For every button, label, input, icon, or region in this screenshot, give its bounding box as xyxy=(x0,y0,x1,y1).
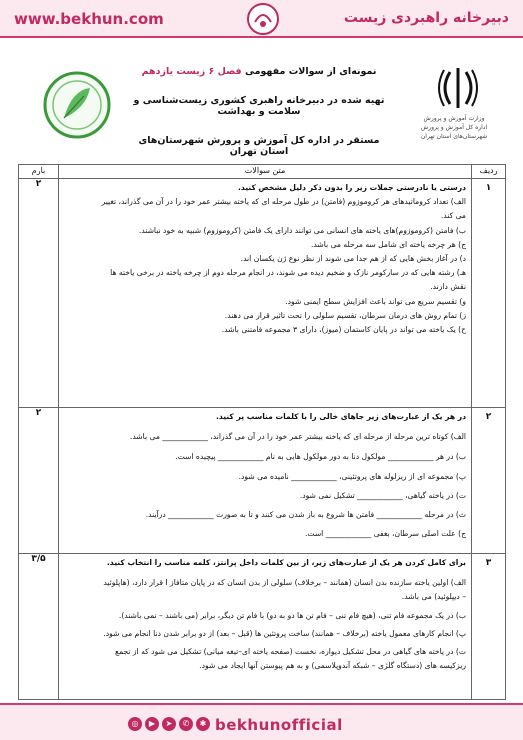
iran-emblem-icon xyxy=(432,64,484,112)
site-url[interactable]: www.bekhun.com xyxy=(14,10,164,28)
question-instruction: درستی یا نادرستی جملات زیر را بدون ذکر دلیل مشخص کنید. xyxy=(237,183,466,192)
question-item: ح) یک یاخته می تواند در پایان کاستمان (میوز)، دارای ۳ مجموعه فامتنی باشد. xyxy=(221,325,466,335)
header-line-3: مستقر در اداره کل آموزش و پرورش شهرستان‌های استان تهران xyxy=(138,135,380,157)
ministry-caption: وزارت آموزش و پرورش اداره کل آموزش و پرورش شهرستان‌های استان تهران xyxy=(420,115,488,140)
question-item: ب) در هر ____________ مولکول دنا به دور مولکول هایی به نام ____________ پیچیده است. xyxy=(175,452,466,462)
row-score: ۳/۵ xyxy=(19,554,59,700)
row-score: ۲ xyxy=(19,408,59,554)
social-handle[interactable]: bekhunofficial xyxy=(215,716,343,734)
question-item: ب) در یک مجموعه فام تنی، (هیچ فام تنی – فام تن ها دو به دو) با فام تن دیگر، برابر (می باشند – نمی باشند). xyxy=(118,610,466,620)
question-item: نقش دارند. xyxy=(430,282,466,292)
question-instruction: برای کامل کردن هر یک از عبارت‌های زیر، از بین کلمات داخل پرانتز، کلمه مناسب را انتخاب کنید. xyxy=(106,558,466,567)
question-item: ث) در مرحله ____________ فامتن ها شروع به باز شدن می کنند و تا به صورت ____________ درآیند. xyxy=(145,510,466,520)
question-item: الف) اولین یاخته سازنده بدن انسان (همانند – برخلاف) سلولی از بدن انسان که در پایان متافاز I قرار دارد، (هاپلوئید xyxy=(103,578,466,588)
row-score: ۲ xyxy=(19,179,59,408)
header-row-number: ردیف xyxy=(472,165,506,179)
question-item: ج) هر چرخه یاخته ای شامل سه مرحله می باشد. xyxy=(310,239,466,249)
question-item: ز) تمام روش های درمان سرطان، تقسیم سلولی را تحت تاثیر قرار می دهند. xyxy=(224,310,466,320)
question-item: پ) مجموعه ای از ریزلوله های پروتئینی، ____________ نامیده می شود. xyxy=(238,471,466,481)
table-row xyxy=(19,408,506,554)
question-item: هـ) رشته هایی که در سارکومر نازک و ضخیم دیده می شوند، در انجام مرحله دوم از چرخه یاخته در برخی یاخته ها xyxy=(110,268,466,278)
question-body xyxy=(59,554,472,700)
table-header-row xyxy=(19,165,506,179)
table-row xyxy=(19,179,506,408)
row-number: ۱ xyxy=(472,179,506,408)
question-item: ریزکیسه های (دستگاه گلژی – شبکه آندوپلاسمی) و به هم پیوستن آنها ایجاد می شود. xyxy=(199,661,466,671)
row-number: ۲ xyxy=(472,408,506,554)
question-item: و) تقسیم سریع می تواند باعث افزایش سطح ایمنی شود. xyxy=(285,296,466,306)
document-title: نمونه‌ای از سوالات مفهومی فصل ۶ زیست یازدهم xyxy=(141,66,377,77)
question-item: می کند. xyxy=(440,211,466,221)
question-item: ب) فامتن (کروموزوم)های یاخته های انسانی می توانند دارای یک فامتن (کروموزوم) شبیه به خود نباشند. xyxy=(138,225,466,235)
document-header xyxy=(24,52,504,162)
telegram-icon[interactable]: ➤ xyxy=(162,717,176,731)
question-item: الف) کوتاه ترین مرحله از مرحله ای که یاخته بیشتر عمر خود را در آن می گذراند، ____________ می باشد. xyxy=(129,432,466,442)
question-item: – دیپلوئید) می باشد. xyxy=(401,592,466,602)
questions-table xyxy=(18,164,506,700)
question-item: د) در آغاز بخش هایی که از هم جدا می شوند از نظر نوع ژن یکسان اند. xyxy=(240,254,466,264)
table-row xyxy=(19,554,506,700)
bekhun-logo-icon xyxy=(245,2,281,36)
youtube-icon[interactable]: ▶ xyxy=(145,717,159,731)
bottom-banner xyxy=(0,703,523,740)
question-item: الف) تعداد کروماتیدهای هر کروموزوم (فامتن) در طول مرحله ای که یاخته بیشتر عمر خود را در آن می گذراند، تغییر xyxy=(101,197,466,207)
aparat-icon[interactable]: ✱ xyxy=(196,717,210,731)
top-banner xyxy=(0,0,523,38)
chapter-highlight: فصل ۶ زیست یازدهم xyxy=(141,66,242,77)
question-body xyxy=(59,179,472,408)
question-item: ج) علت اصلی سرطان، بغفی ____________ است. xyxy=(304,529,466,539)
biology-secretariat-logo-icon xyxy=(42,70,112,140)
header-question-text: متن سوالات xyxy=(59,165,472,179)
question-item: ت) در یاخته گیاهی، ____________ تشکیل نمی شود. xyxy=(299,490,466,500)
header-score: بارم xyxy=(19,165,59,179)
social-icons xyxy=(128,717,210,731)
question-instruction: در هر یک از عبارت‌های زیر جاهای خالی را با کلمات مناسب پر کنید. xyxy=(215,412,466,421)
brand-name: دبیرخانه راهبردی زیست xyxy=(343,10,509,26)
whatsapp-icon[interactable]: ✆ xyxy=(179,717,193,731)
question-body xyxy=(59,408,472,554)
question-item: ت) در یاخته های گیاهی در محل تشکیل دیواره، نخست (صفحه یاخته ای–تیغه میانی) تشکیل می شود که از تجمع xyxy=(115,647,466,657)
row-number: ۳ xyxy=(472,554,506,700)
question-item: پ) انجام کارهای معمول یاخته (برخلاف – همانند) ساخت پروتئین ها (قبل – بعد) از دو برابر شدن دنا انجام می شود. xyxy=(103,628,466,638)
header-titles xyxy=(124,66,394,157)
instagram-icon[interactable]: ◎ xyxy=(128,717,142,731)
header-line-2: تهیه شده در دبیرخانه راهبری کشوری زیست‌شناسی و سلامت و بهداشت xyxy=(133,95,385,117)
